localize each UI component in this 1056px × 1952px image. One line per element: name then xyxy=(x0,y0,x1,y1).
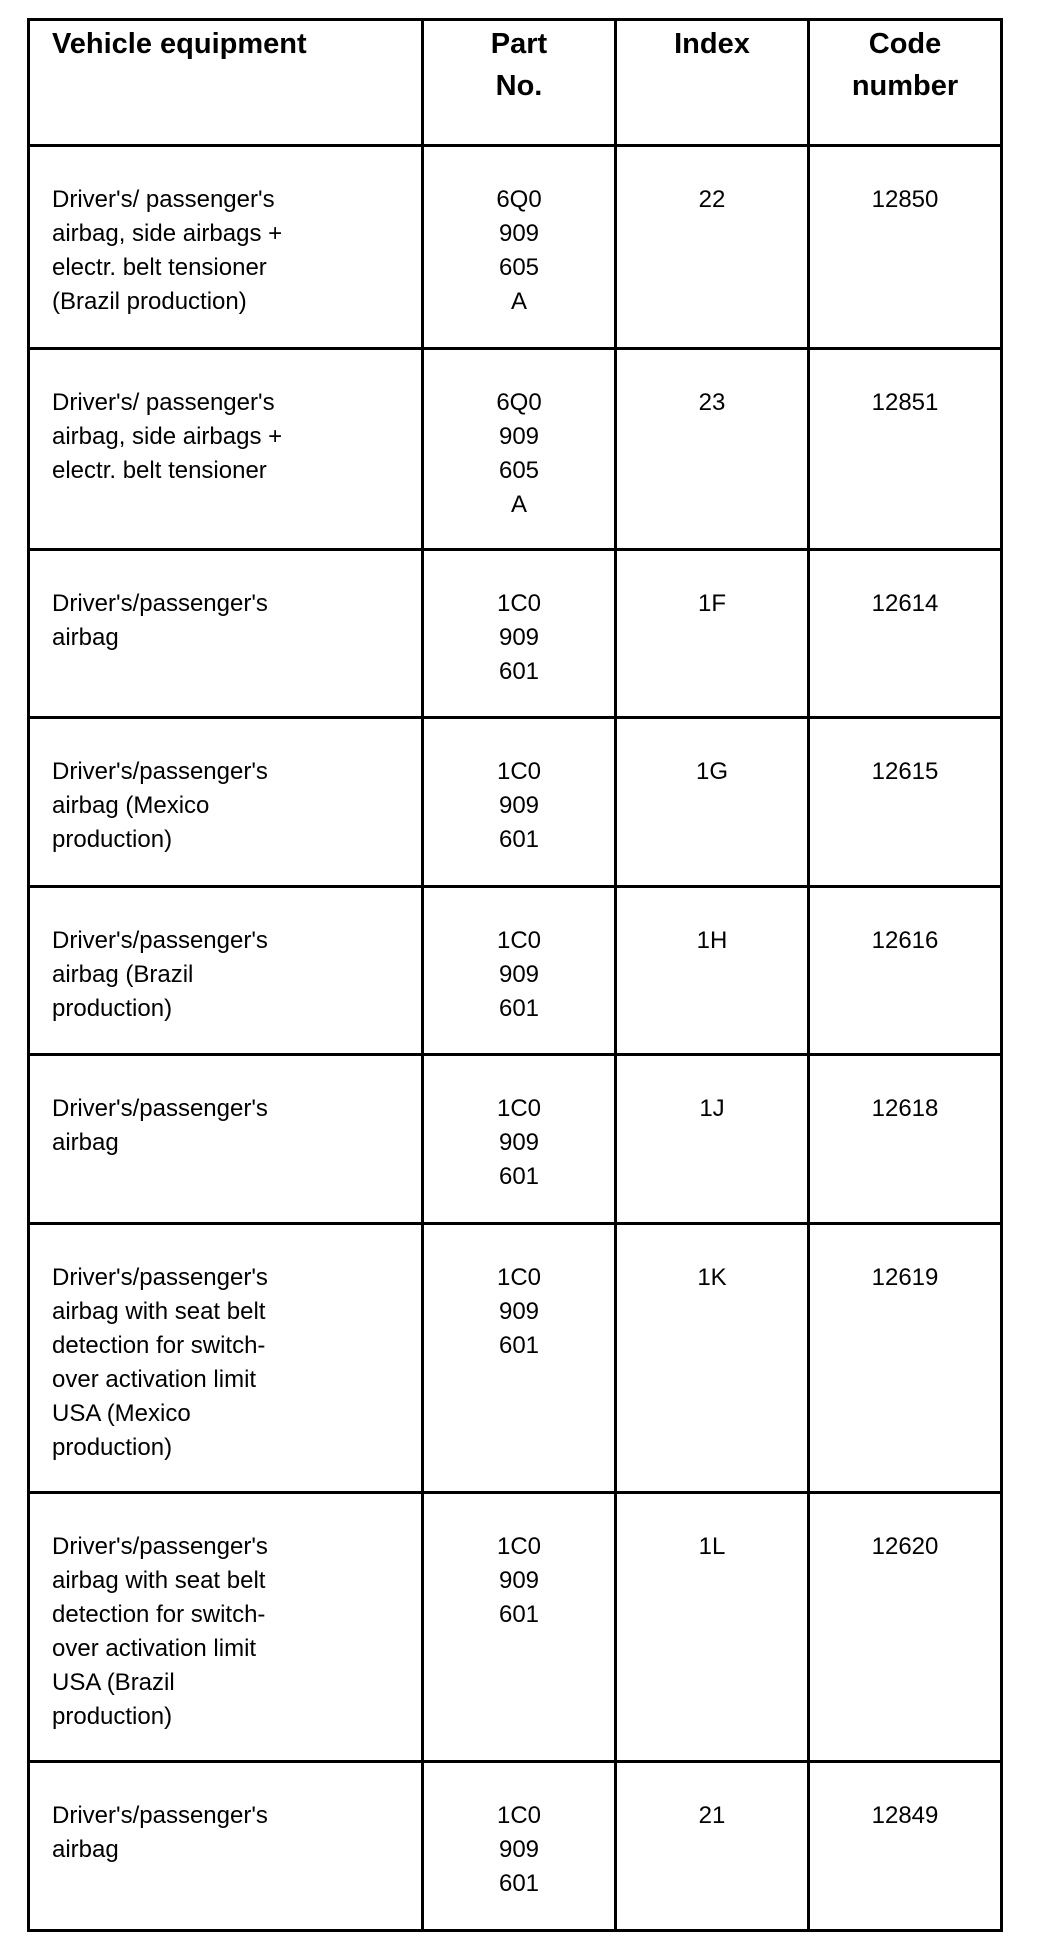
cell-line: 601 xyxy=(498,1870,540,1897)
cell-line: airbag (Mexico xyxy=(52,792,210,819)
table-header-row xyxy=(29,20,1002,146)
cell-line: Driver's/passenger's xyxy=(52,927,268,954)
cell-line: Driver's/ passenger's xyxy=(52,186,275,213)
part-no-cell xyxy=(423,718,616,887)
header-vehicle-equipment xyxy=(29,20,423,146)
vehicle-equipment-cell xyxy=(29,550,423,718)
cell-line: Index xyxy=(674,28,750,60)
vehicle-equipment-table xyxy=(27,18,1003,1932)
cell-line: 909 xyxy=(498,1836,540,1863)
code-number-cell: 12620 xyxy=(809,1493,1002,1762)
cell-line: Driver's/passenger's xyxy=(52,590,268,617)
cell-line: 909 xyxy=(498,1567,540,1594)
cell-line: Driver's/ passenger's xyxy=(52,389,275,416)
part-no-cell xyxy=(423,1493,616,1762)
cell-line: Driver's/passenger's xyxy=(52,1264,268,1291)
cell-line: 909 xyxy=(498,792,540,819)
cell-line: (Brazil production) xyxy=(52,288,247,315)
cell-line: production) xyxy=(52,1434,173,1461)
cell-line: 601 xyxy=(498,658,540,685)
code-number-cell: 12850 xyxy=(809,146,1002,349)
cell-line: 6Q0 xyxy=(496,389,542,416)
index-cell: 1F xyxy=(616,550,809,718)
cell-line: 1C0 xyxy=(496,1533,542,1560)
cell-line: production) xyxy=(52,1703,173,1730)
cell-line: electr. belt tensioner xyxy=(52,254,267,281)
vehicle-equipment-cell xyxy=(29,1055,423,1224)
part-no-cell xyxy=(423,146,616,349)
cell-line: Driver's/passenger's xyxy=(52,1802,268,1829)
cell-line: airbag, side airbags + xyxy=(52,220,283,247)
table-row xyxy=(29,1493,1002,1762)
cell-line: Driver's/passenger's xyxy=(52,1533,268,1560)
cell-line: 909 xyxy=(498,961,540,988)
table-row xyxy=(29,349,1002,550)
code-number-cell: 12618 xyxy=(809,1055,1002,1224)
cell-line: detection for switch- xyxy=(52,1332,266,1359)
cell-line: 1C0 xyxy=(496,1264,542,1291)
cell-line: 605 xyxy=(498,254,540,281)
table-row xyxy=(29,146,1002,349)
index-cell: 1L xyxy=(616,1493,809,1762)
cell-line: 605 xyxy=(498,457,540,484)
cell-line: 601 xyxy=(498,1332,540,1359)
part-no-cell xyxy=(423,1224,616,1493)
cell-line: airbag xyxy=(52,624,119,651)
vehicle-equipment-cell xyxy=(29,146,423,349)
cell-line: 909 xyxy=(498,624,540,651)
index-cell: 23 xyxy=(616,349,809,550)
header-index xyxy=(616,20,809,146)
cell-line: production) xyxy=(52,826,173,853)
vehicle-equipment-cell xyxy=(29,887,423,1055)
cell-line: 601 xyxy=(498,826,540,853)
vehicle-equipment-cell xyxy=(29,1493,423,1762)
cell-line: 601 xyxy=(498,1601,540,1628)
cell-line: A xyxy=(510,491,527,518)
code-number-cell: 12849 xyxy=(809,1762,1002,1931)
header-code-number xyxy=(809,20,1002,146)
index-cell: 22 xyxy=(616,146,809,349)
cell-line: detection for switch- xyxy=(52,1601,266,1628)
vehicle-equipment-cell xyxy=(29,349,423,550)
table-row xyxy=(29,1762,1002,1931)
cell-line: Vehicle equipment xyxy=(52,28,307,60)
cell-line: Part xyxy=(490,28,548,60)
index-cell: 1G xyxy=(616,718,809,887)
part-no-cell xyxy=(423,349,616,550)
index-cell: 21 xyxy=(616,1762,809,1931)
part-no-cell xyxy=(423,1055,616,1224)
table-row xyxy=(29,887,1002,1055)
cell-line: 909 xyxy=(498,1298,540,1325)
cell-line: Driver's/passenger's xyxy=(52,1095,268,1122)
cell-line: 601 xyxy=(498,1163,540,1190)
cell-line: USA (Mexico xyxy=(52,1400,191,1427)
cell-line: Driver's/passenger's xyxy=(52,758,268,785)
cell-line: A xyxy=(510,288,527,315)
cell-line: 601 xyxy=(498,995,540,1022)
table-row xyxy=(29,1224,1002,1493)
cell-line: production) xyxy=(52,995,173,1022)
cell-line: 1C0 xyxy=(496,927,542,954)
header-part-no xyxy=(423,20,616,146)
vehicle-equipment-cell xyxy=(29,718,423,887)
code-number-cell: 12619 xyxy=(809,1224,1002,1493)
cell-line: 1C0 xyxy=(496,1095,542,1122)
cell-line: 1C0 xyxy=(496,1802,542,1829)
code-number-cell: 12851 xyxy=(809,349,1002,550)
cell-line: Code xyxy=(868,28,942,60)
cell-line: airbag (Brazil xyxy=(52,961,194,988)
code-number-cell: 12616 xyxy=(809,887,1002,1055)
cell-line: airbag with seat belt xyxy=(52,1298,266,1325)
cell-line: over activation limit xyxy=(52,1635,257,1662)
cell-line: electr. belt tensioner xyxy=(52,457,267,484)
table-row xyxy=(29,1055,1002,1224)
cell-line: USA (Brazil xyxy=(52,1669,175,1696)
table-body xyxy=(29,146,1002,1931)
cell-line: number xyxy=(851,70,959,102)
vehicle-equipment-cell xyxy=(29,1762,423,1931)
cell-line: airbag xyxy=(52,1836,119,1863)
cell-line: No. xyxy=(495,70,543,102)
vehicle-equipment-cell xyxy=(29,1224,423,1493)
cell-line: over activation limit xyxy=(52,1366,257,1393)
code-number-cell: 12614 xyxy=(809,550,1002,718)
cell-line: airbag with seat belt xyxy=(52,1567,266,1594)
part-no-cell xyxy=(423,550,616,718)
table-row xyxy=(29,718,1002,887)
code-number-cell: 12615 xyxy=(809,718,1002,887)
cell-line: 1C0 xyxy=(496,590,542,617)
cell-line: airbag xyxy=(52,1129,119,1156)
cell-line: 1C0 xyxy=(496,758,542,785)
cell-line: 909 xyxy=(498,423,540,450)
index-cell: 1K xyxy=(616,1224,809,1493)
index-cell: 1H xyxy=(616,887,809,1055)
cell-line: 909 xyxy=(498,220,540,247)
index-cell: 1J xyxy=(616,1055,809,1224)
part-no-cell xyxy=(423,1762,616,1931)
cell-line: airbag, side airbags + xyxy=(52,423,283,450)
table-row xyxy=(29,550,1002,718)
cell-line: 909 xyxy=(498,1129,540,1156)
cell-line: 6Q0 xyxy=(496,186,542,213)
part-no-cell xyxy=(423,887,616,1055)
